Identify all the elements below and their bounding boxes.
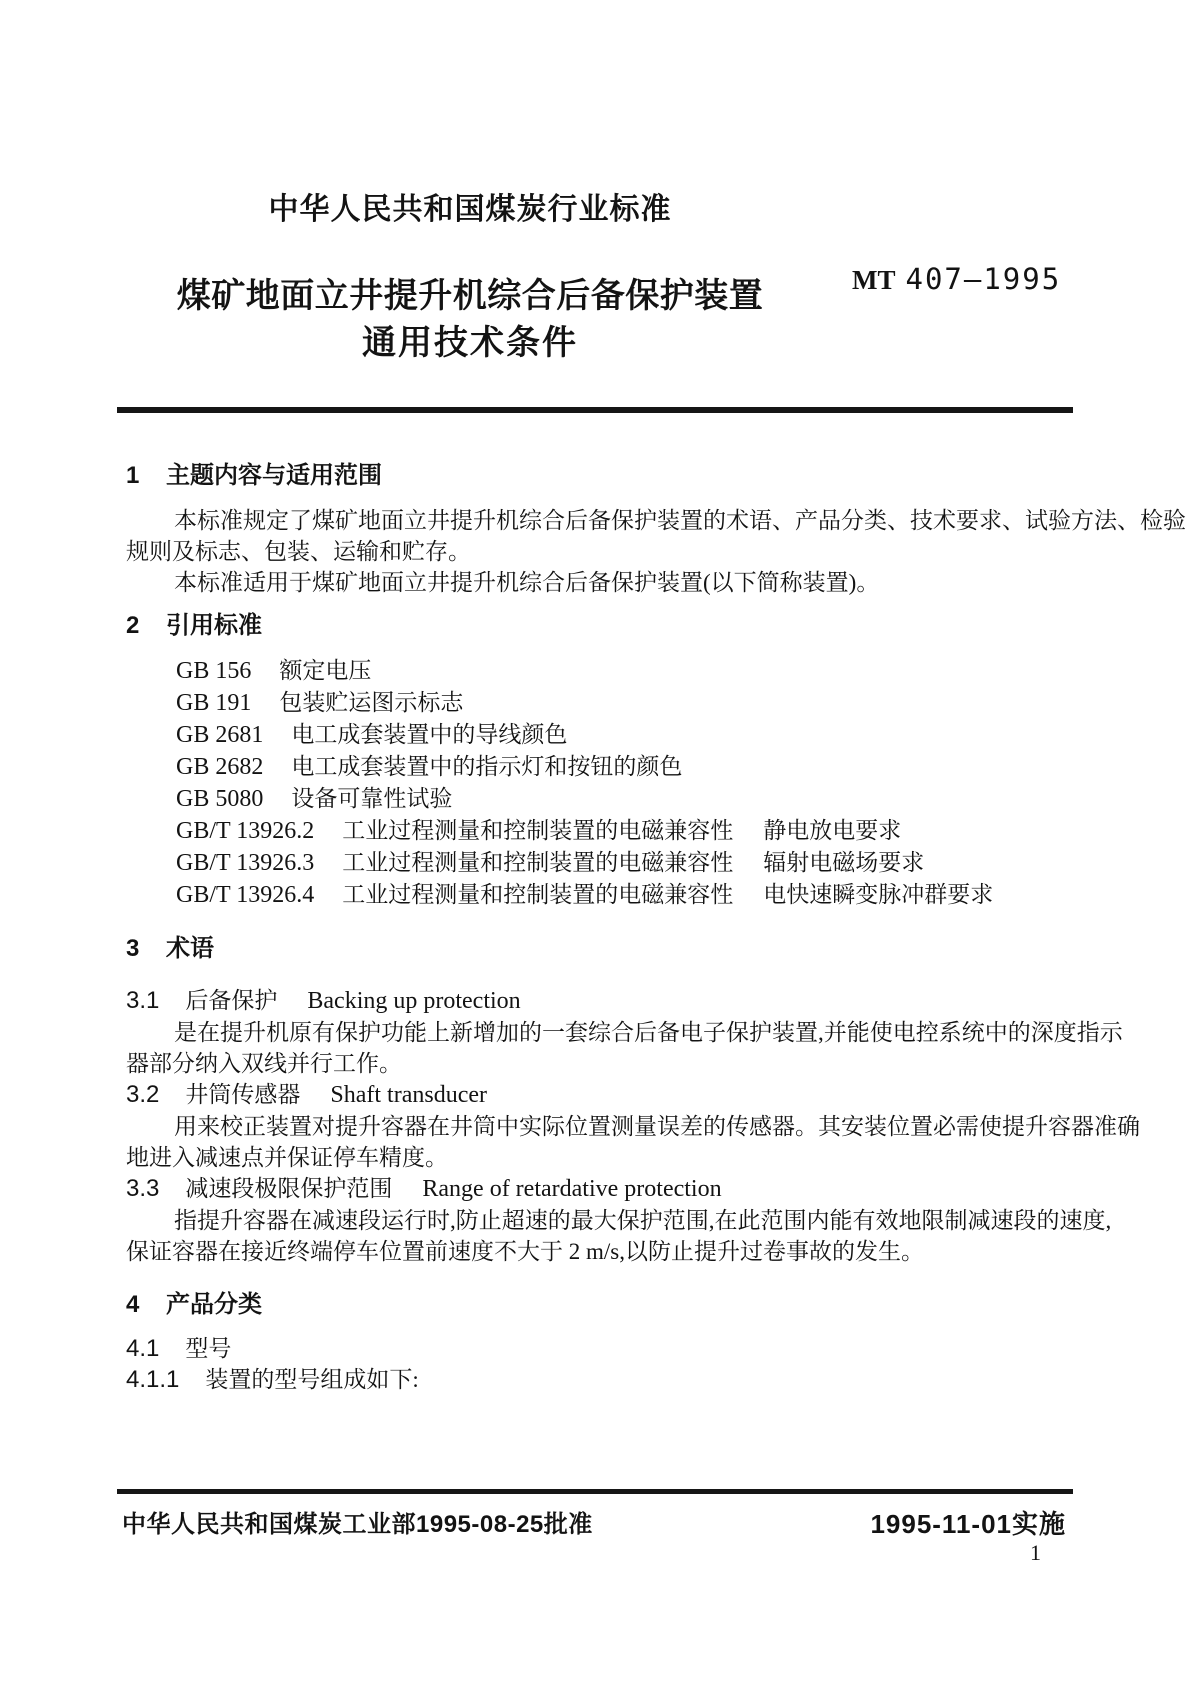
section-title: 产品分类 bbox=[166, 1291, 262, 1318]
reference-subtitle: 静电放电要求 bbox=[763, 818, 902, 843]
reference-item bbox=[176, 847, 1072, 879]
paragraph-line: 规则及标志、包装、运输和贮存。 bbox=[126, 539, 471, 564]
subsection-4-1 bbox=[126, 1333, 1072, 1364]
reference-code: GB 156 bbox=[176, 658, 252, 684]
page-number: 1 bbox=[1030, 1540, 1041, 1565]
reference-code: GB 2681 bbox=[176, 722, 264, 748]
reference-item bbox=[176, 687, 1072, 719]
reference-title: 工业过程测量和控制装置的电磁兼容性 bbox=[342, 850, 734, 875]
reference-code: GB/T 13926.4 bbox=[176, 882, 315, 908]
term-heading bbox=[126, 985, 1072, 1017]
reference-code: GB 191 bbox=[176, 690, 252, 716]
reference-title: 额定电压 bbox=[279, 658, 372, 683]
definition-line: 是在提升机原有保护功能上新增加的一套综合后备电子保护装置,并能使电控系统中的深度指示 bbox=[174, 1020, 1123, 1045]
paragraph-line: 本标准规定了煤矿地面立井提升机综合后备保护装置的术语、产品分类、技术要求、试验方法、检验 bbox=[174, 508, 1186, 533]
doc-title-line1: 煤矿地面立井提升机综合后备保护装置 bbox=[176, 277, 764, 315]
standard-number-prefix: MT bbox=[852, 265, 896, 295]
subsection-4-1-1 bbox=[126, 1364, 1072, 1395]
reference-list bbox=[176, 655, 1072, 911]
definition-line: 用来校正装置对提升容器在井筒中实际位置测量误差的传感器。其安装位置必需使提升容器准确 bbox=[174, 1114, 1140, 1139]
implementation-date: 1995-11-01实施 bbox=[870, 1509, 1066, 1539]
definition-line: 器部分纳入双线并行工作。 bbox=[126, 1051, 402, 1076]
definition-line: 地进入减速点并保证停车精度。 bbox=[126, 1145, 448, 1170]
term-number: 3.3 bbox=[126, 1175, 160, 1202]
reference-title: 包装贮运图示标志 bbox=[279, 690, 464, 715]
reference-title: 工业过程测量和控制装置的电磁兼容性 bbox=[342, 818, 734, 843]
reference-title: 工业过程测量和控制装置的电磁兼容性 bbox=[342, 882, 734, 907]
subsection-number: 4.1 bbox=[126, 1335, 160, 1362]
reference-item bbox=[176, 719, 1072, 751]
reference-item bbox=[176, 783, 1072, 815]
reference-title: 电工成套装置中的指示灯和按钮的颜色 bbox=[291, 754, 683, 779]
term-zh: 后备保护 bbox=[185, 988, 278, 1013]
footer-rule bbox=[117, 1489, 1073, 1494]
section-title: 主题内容与适用范围 bbox=[166, 462, 382, 489]
reference-item bbox=[176, 879, 1072, 911]
standard-number bbox=[852, 262, 1061, 296]
term-number: 3.2 bbox=[126, 1081, 160, 1108]
document-body bbox=[126, 448, 1186, 1395]
term-zh: 井筒传感器 bbox=[185, 1082, 301, 1107]
subsection-title: 型号 bbox=[185, 1336, 232, 1361]
section-1-heading bbox=[126, 460, 1072, 491]
term-number: 3.1 bbox=[126, 987, 160, 1014]
subsection-number: 4.1.1 bbox=[126, 1366, 180, 1393]
subsection-text: 装置的型号组成如下: bbox=[205, 1367, 419, 1392]
term-en: Shaft transducer bbox=[330, 1082, 487, 1108]
term-en: Backing up protection bbox=[307, 988, 521, 1014]
reference-code: GB 5080 bbox=[176, 786, 264, 812]
section-4-heading bbox=[126, 1289, 1072, 1320]
section-2-heading bbox=[126, 610, 1072, 641]
reference-title: 电工成套装置中的导线颜色 bbox=[291, 722, 568, 747]
section-title: 术语 bbox=[166, 935, 214, 962]
paragraph-line: 本标准适用于煤矿地面立井提升机综合后备保护装置(以下简称装置)。 bbox=[174, 570, 880, 595]
section-number: 4 bbox=[126, 1291, 140, 1318]
reference-item bbox=[176, 655, 1072, 687]
header-rule bbox=[117, 407, 1073, 413]
reference-title: 设备可靠性试验 bbox=[291, 786, 453, 811]
section-number: 2 bbox=[126, 612, 140, 639]
standard-type-heading: 中华人民共和国煤炭行业标准 bbox=[268, 193, 672, 226]
approval-note: 中华人民共和国煤炭工业部1995-08-25批准 bbox=[122, 1511, 593, 1538]
reference-subtitle: 辐射电磁场要求 bbox=[763, 850, 925, 875]
reference-item bbox=[176, 815, 1072, 847]
term-heading bbox=[126, 1079, 1072, 1111]
section-number: 1 bbox=[126, 462, 140, 489]
reference-code: GB/T 13926.2 bbox=[176, 818, 315, 844]
standard-number-value: 407—1995 bbox=[905, 262, 1062, 296]
definition-line: 指提升容器在减速段运行时,防止超速的最大保护范围,在此范围内能有效地限制减速段的速度, bbox=[174, 1208, 1112, 1233]
section-number: 3 bbox=[126, 935, 140, 962]
definition-line: 保证容器在接近终端停车位置前速度不大于 2 m/s,以防止提升过卷事故的发生。 bbox=[126, 1239, 924, 1264]
reference-code: GB/T 13926.3 bbox=[176, 850, 315, 876]
section-title: 引用标准 bbox=[166, 612, 262, 639]
reference-code: GB 2682 bbox=[176, 754, 264, 780]
term-heading bbox=[126, 1173, 1072, 1205]
section-3-heading bbox=[126, 933, 1072, 964]
reference-item bbox=[176, 751, 1072, 783]
term-zh: 减速段极限保护范围 bbox=[185, 1176, 393, 1201]
doc-title-line2: 通用技术条件 bbox=[362, 324, 578, 362]
term-en: Range of retardative protection bbox=[422, 1176, 722, 1202]
reference-subtitle: 电快速瞬变脉冲群要求 bbox=[763, 882, 994, 907]
